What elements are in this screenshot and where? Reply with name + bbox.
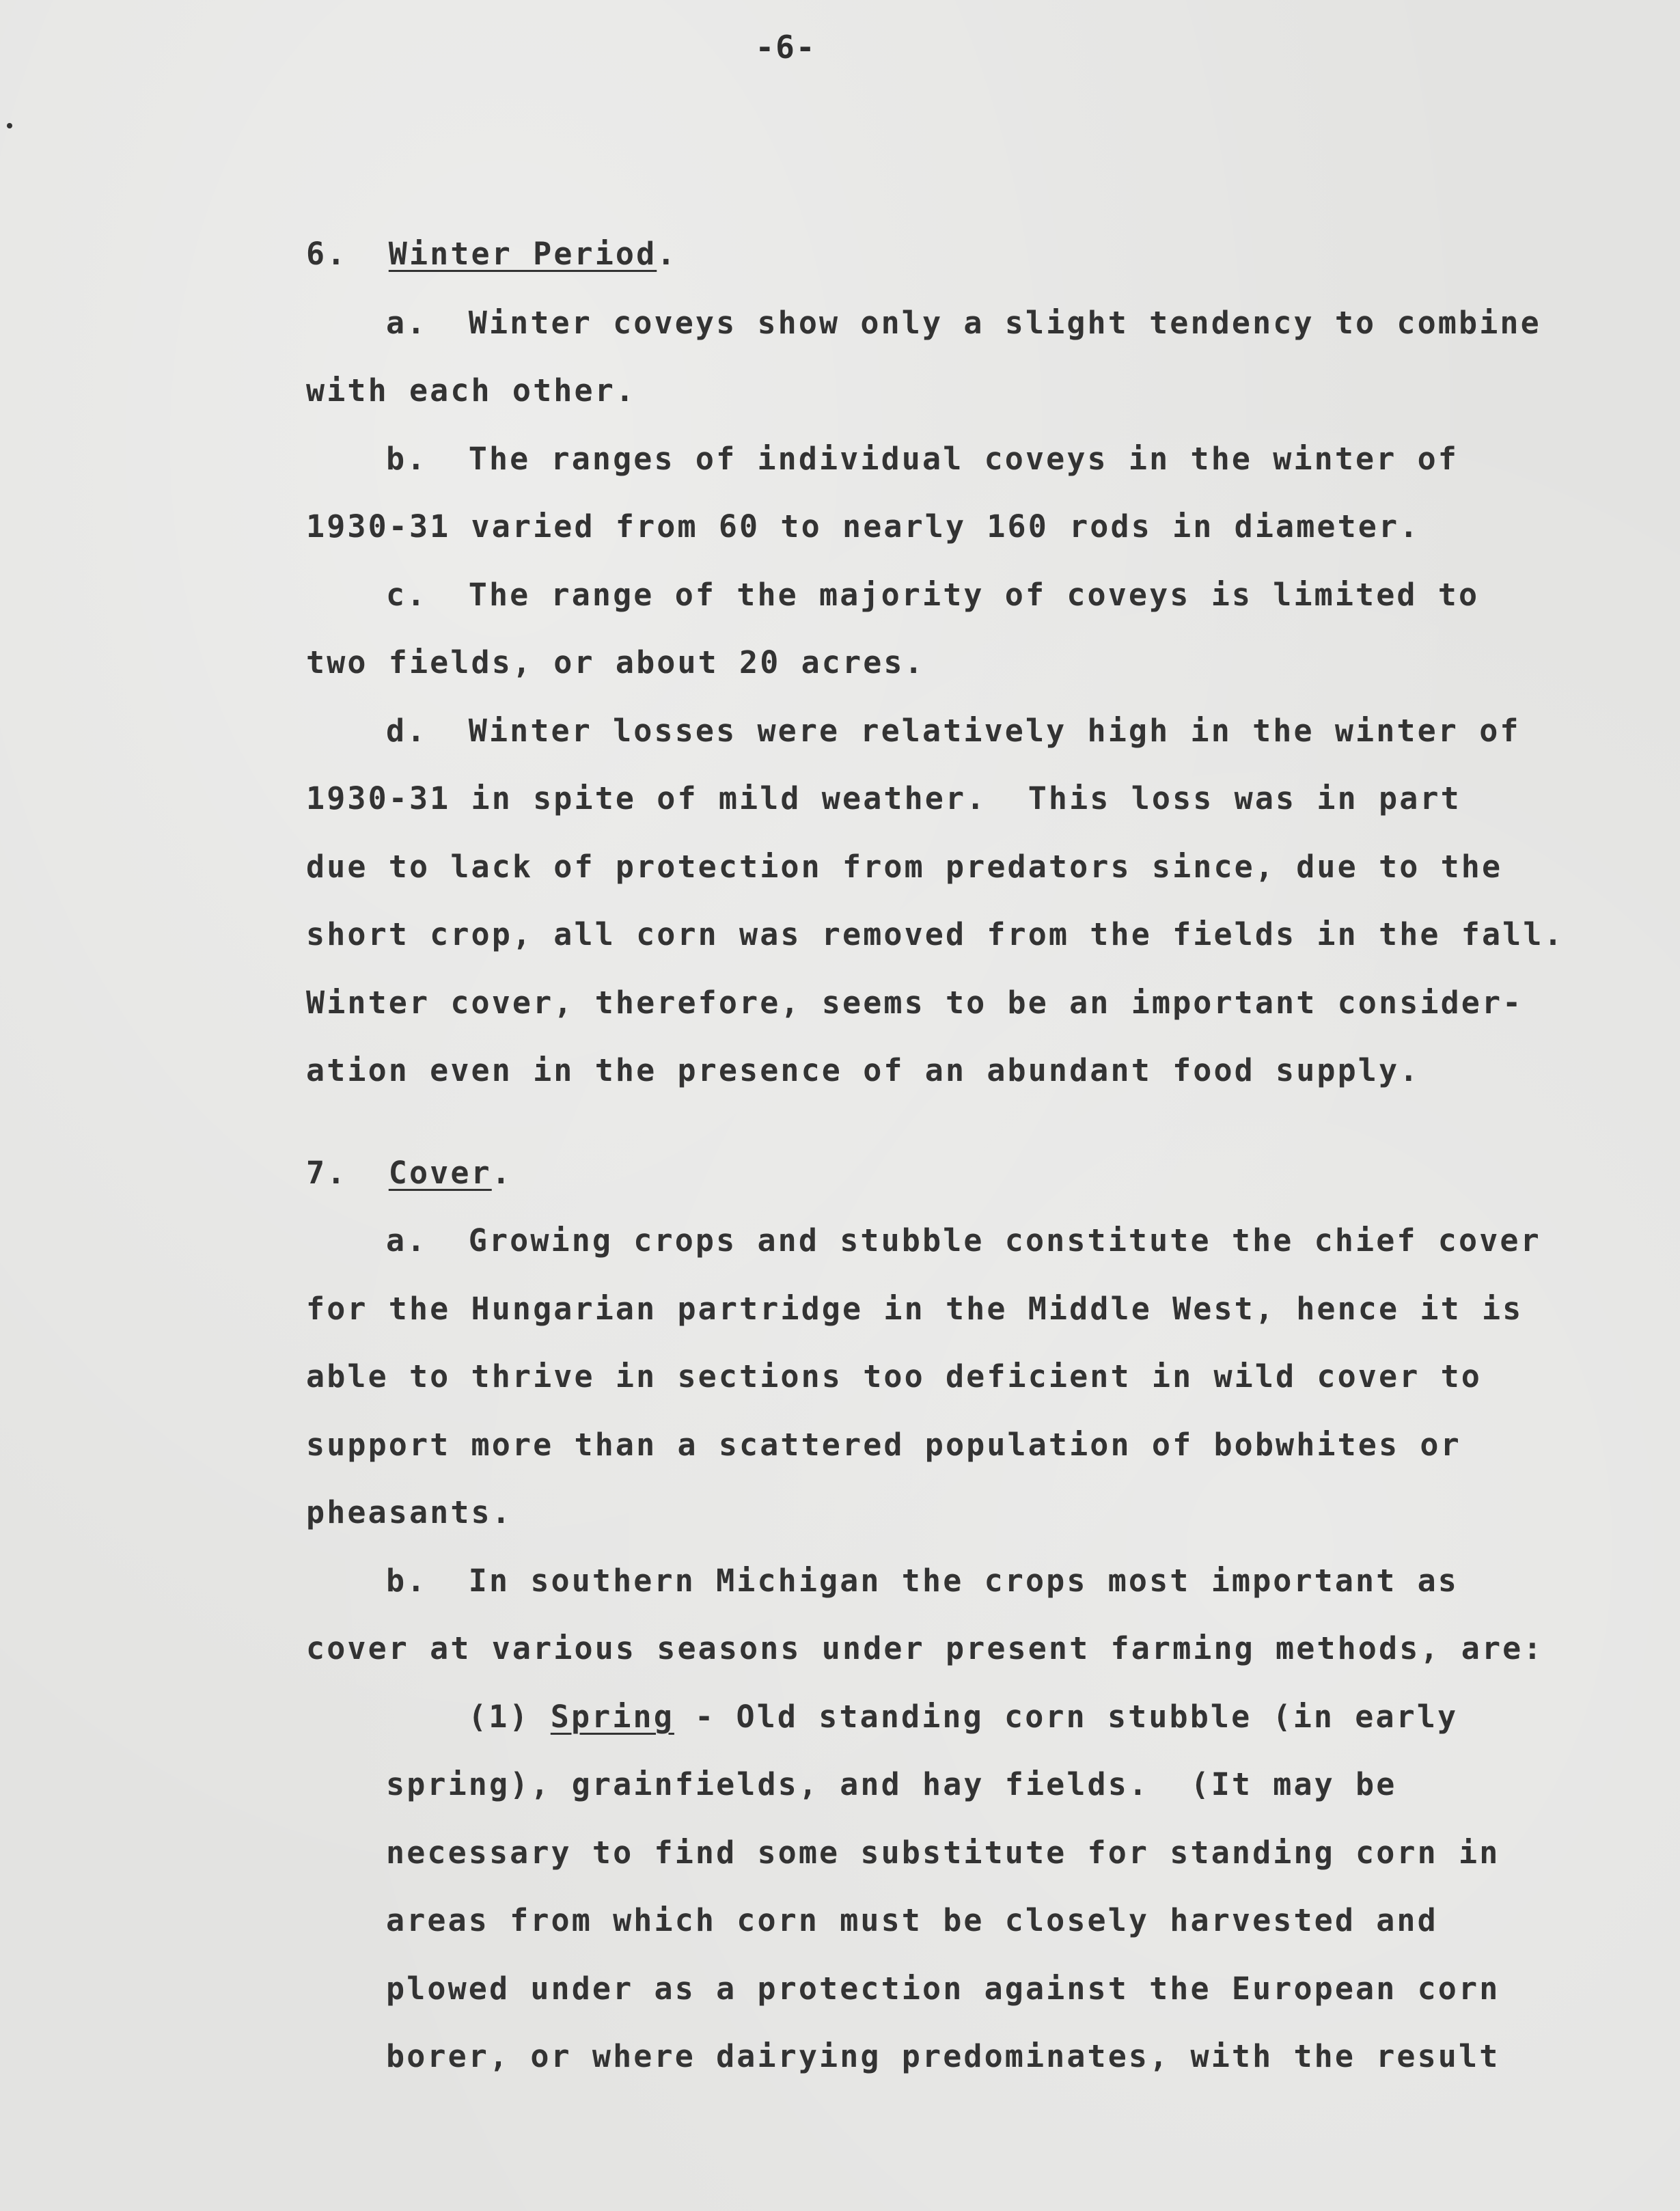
paragraph-line: Winter cover, therefore, seems to be an important consider- <box>306 985 1524 1021</box>
section-6-heading <box>306 234 677 275</box>
paper-speck <box>7 123 12 128</box>
subitem-marker: (1) <box>468 1699 530 1735</box>
paragraph-line: plowed under as a protection against the European corn <box>386 1970 1500 2007</box>
paragraph-line: d. Winter losses were relatively high in the winter of <box>386 713 1521 749</box>
section-title-period: . <box>491 1155 512 1191</box>
section-title-period: . <box>657 236 678 272</box>
paragraph-line: with each other. <box>306 372 637 409</box>
section-number: 6. <box>306 236 348 272</box>
paragraph-line: support more than a scattered population of bobwhites or <box>306 1427 1461 1463</box>
subitem-first-line <box>468 1697 1458 1738</box>
paragraph-line: two fields, or about 20 acres. <box>306 644 925 681</box>
paragraph-line: b. In southern Michigan the crops most important as <box>386 1563 1459 1599</box>
paragraph-line: ation even in the presence of an abundant food supply. <box>306 1052 1420 1088</box>
paragraph-line: 1930-31 varied from 60 to nearly 160 rods in diameter. <box>306 508 1420 545</box>
paragraph-line: pheasants. <box>306 1494 512 1530</box>
paragraph-line: 1930-31 in spite of mild weather. This loss was in part <box>306 780 1461 816</box>
paragraph-line: a. Winter coveys show only a slight tendency to combine <box>386 305 1541 341</box>
section-title: Cover <box>388 1155 492 1191</box>
paragraph-line: for the Hungarian partridge in the Middle West, hence it is <box>306 1291 1524 1327</box>
page-number: -6- <box>755 29 816 66</box>
paragraph-line: able to thrive in sections too deficient in wild cover to <box>306 1358 1482 1395</box>
paragraph-line: c. The range of the majority of coveys is limited to <box>386 577 1480 613</box>
section-7-heading <box>306 1153 512 1194</box>
subitem-label: Spring <box>550 1699 674 1735</box>
paragraph-line: cover at various seasons under present farming methods, are: <box>306 1630 1544 1666</box>
paragraph-line: areas from which corn must be closely harvested and <box>386 1902 1438 1938</box>
paragraph-line: b. The ranges of individual coveys in the winter of <box>386 441 1459 477</box>
section-number: 7. <box>306 1155 348 1191</box>
subitem-text: - Old standing corn stubble (in early <box>674 1699 1459 1735</box>
section-title: Winter Period <box>388 236 657 272</box>
paragraph-line: necessary to find some substitute for standing corn in <box>386 1835 1500 1871</box>
paragraph-line: short crop, all corn was removed from the fields in the fall. <box>306 916 1565 952</box>
paragraph-line: spring), grainfields, and hay fields. (It may be <box>386 1766 1397 1802</box>
paragraph-line: due to lack of protection from predators since, due to the <box>306 849 1503 885</box>
paragraph-line: borer, or where dairying predominates, with the result <box>386 2038 1500 2074</box>
paragraph-line: a. Growing crops and stubble constitute the chief cover <box>386 1222 1541 1259</box>
